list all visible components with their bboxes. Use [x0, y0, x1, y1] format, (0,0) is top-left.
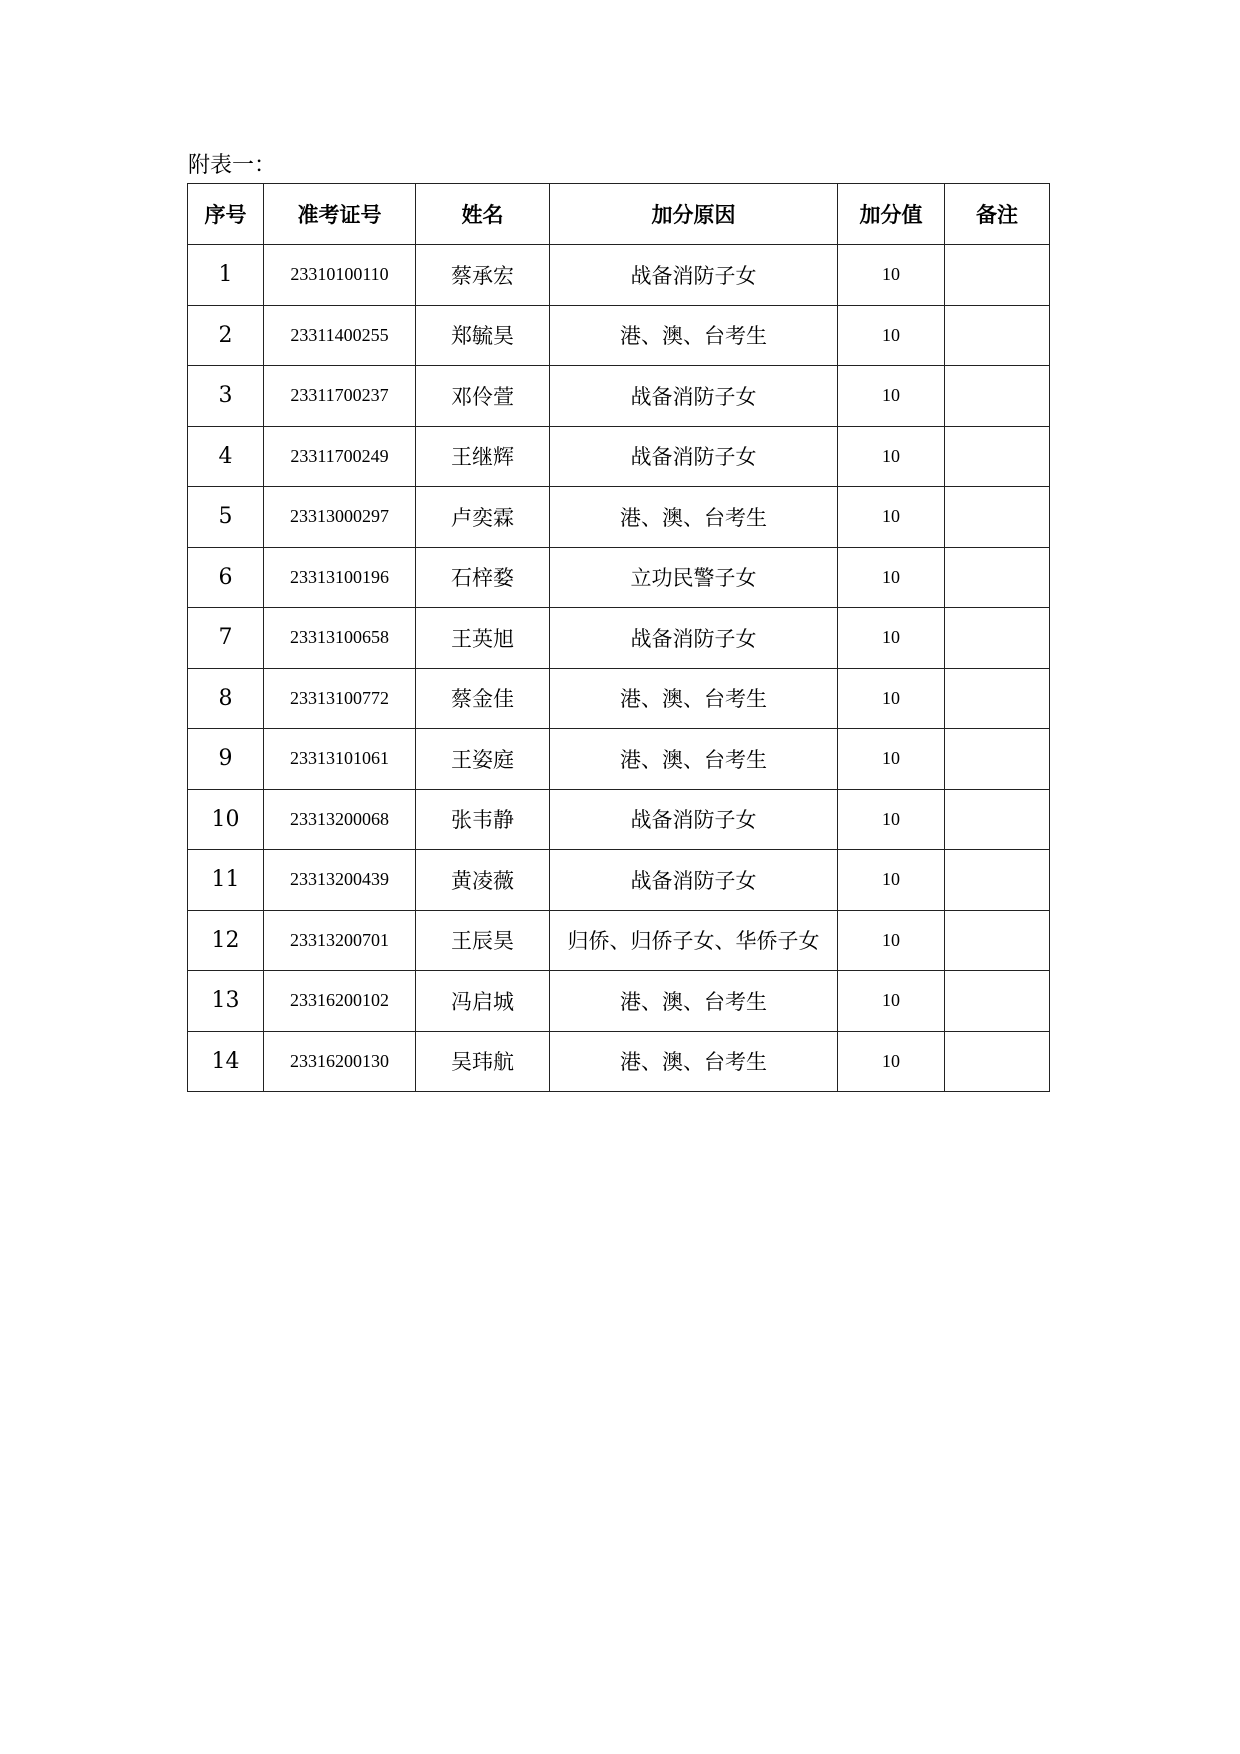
table-body [188, 245, 1050, 1092]
header-reason: 加分原因 [550, 184, 838, 245]
cell-name: 王辰昊 [416, 910, 550, 971]
cell-note [945, 729, 1050, 790]
cell-name: 卢奕霖 [416, 487, 550, 548]
cell-exam-id: 23311700237 [264, 366, 416, 427]
cell-note [945, 305, 1050, 366]
header-exam-id: 准考证号 [264, 184, 416, 245]
table-row [188, 789, 1050, 850]
bonus-points-table [187, 183, 1050, 1092]
cell-seq: 9 [188, 729, 264, 790]
table-row [188, 547, 1050, 608]
table-row [188, 487, 1050, 548]
table-row [188, 305, 1050, 366]
cell-exam-id: 23313100772 [264, 668, 416, 729]
cell-seq: 6 [188, 547, 264, 608]
table-row [188, 1031, 1050, 1092]
table-row [188, 668, 1050, 729]
cell-note [945, 971, 1050, 1032]
cell-reason: 战备消防子女 [550, 608, 838, 669]
cell-note [945, 245, 1050, 306]
cell-seq: 1 [188, 245, 264, 306]
cell-reason: 港、澳、台考生 [550, 1031, 838, 1092]
cell-exam-id: 23313000297 [264, 487, 416, 548]
cell-exam-id: 23313100658 [264, 608, 416, 669]
cell-score: 10 [838, 305, 945, 366]
table-row [188, 426, 1050, 487]
cell-score: 10 [838, 850, 945, 911]
cell-name: 吴玮航 [416, 1031, 550, 1092]
header-score: 加分值 [838, 184, 945, 245]
cell-note [945, 366, 1050, 427]
cell-exam-id: 23311700249 [264, 426, 416, 487]
cell-name: 王英旭 [416, 608, 550, 669]
cell-note [945, 426, 1050, 487]
table-row [188, 910, 1050, 971]
table-caption: 附表一： [188, 153, 277, 178]
cell-note [945, 668, 1050, 729]
cell-note [945, 850, 1050, 911]
cell-note [945, 608, 1050, 669]
cell-note [945, 487, 1050, 548]
cell-seq: 10 [188, 789, 264, 850]
table-row [188, 971, 1050, 1032]
header-seq: 序号 [188, 184, 264, 245]
header-note: 备注 [945, 184, 1050, 245]
cell-score: 10 [838, 245, 945, 306]
cell-score: 10 [838, 789, 945, 850]
cell-reason: 战备消防子女 [550, 426, 838, 487]
cell-note [945, 547, 1050, 608]
cell-note [945, 1031, 1050, 1092]
cell-name: 黄凌薇 [416, 850, 550, 911]
cell-name: 王姿庭 [416, 729, 550, 790]
table-row [188, 850, 1050, 911]
cell-reason: 港、澳、台考生 [550, 971, 838, 1032]
cell-reason: 港、澳、台考生 [550, 305, 838, 366]
cell-score: 10 [838, 1031, 945, 1092]
cell-seq: 12 [188, 910, 264, 971]
cell-exam-id: 23310100110 [264, 245, 416, 306]
cell-score: 10 [838, 608, 945, 669]
cell-name: 王继辉 [416, 426, 550, 487]
cell-exam-id: 23313200439 [264, 850, 416, 911]
cell-exam-id: 23311400255 [264, 305, 416, 366]
cell-reason: 归侨、归侨子女、华侨子女 [550, 910, 838, 971]
cell-name: 张韦静 [416, 789, 550, 850]
cell-reason: 战备消防子女 [550, 245, 838, 306]
cell-seq: 14 [188, 1031, 264, 1092]
cell-reason: 战备消防子女 [550, 789, 838, 850]
cell-reason: 港、澳、台考生 [550, 487, 838, 548]
cell-seq: 4 [188, 426, 264, 487]
cell-name: 冯启城 [416, 971, 550, 1032]
table-row [188, 366, 1050, 427]
cell-exam-id: 23316200130 [264, 1031, 416, 1092]
cell-score: 10 [838, 910, 945, 971]
table-row [188, 729, 1050, 790]
cell-score: 10 [838, 426, 945, 487]
cell-note [945, 789, 1050, 850]
cell-score: 10 [838, 366, 945, 427]
cell-name: 邓伶萱 [416, 366, 550, 427]
cell-reason: 港、澳、台考生 [550, 668, 838, 729]
cell-seq: 7 [188, 608, 264, 669]
cell-name: 蔡承宏 [416, 245, 550, 306]
table-header-row [188, 184, 1050, 245]
cell-exam-id: 23313200701 [264, 910, 416, 971]
cell-seq: 13 [188, 971, 264, 1032]
cell-note [945, 910, 1050, 971]
table-row [188, 245, 1050, 306]
cell-seq: 11 [188, 850, 264, 911]
table-row [188, 608, 1050, 669]
cell-name: 郑毓昊 [416, 305, 550, 366]
cell-score: 10 [838, 547, 945, 608]
cell-score: 10 [838, 729, 945, 790]
cell-score: 10 [838, 487, 945, 548]
cell-exam-id: 23316200102 [264, 971, 416, 1032]
cell-seq: 3 [188, 366, 264, 427]
cell-name: 蔡金佳 [416, 668, 550, 729]
header-name: 姓名 [416, 184, 550, 245]
cell-exam-id: 23313100196 [264, 547, 416, 608]
cell-reason: 港、澳、台考生 [550, 729, 838, 790]
cell-seq: 2 [188, 305, 264, 366]
cell-reason: 战备消防子女 [550, 850, 838, 911]
cell-seq: 5 [188, 487, 264, 548]
cell-exam-id: 23313200068 [264, 789, 416, 850]
cell-seq: 8 [188, 668, 264, 729]
cell-score: 10 [838, 668, 945, 729]
cell-exam-id: 23313101061 [264, 729, 416, 790]
cell-score: 10 [838, 971, 945, 1032]
cell-name: 石梓婺 [416, 547, 550, 608]
cell-reason: 战备消防子女 [550, 366, 838, 427]
cell-reason: 立功民警子女 [550, 547, 838, 608]
